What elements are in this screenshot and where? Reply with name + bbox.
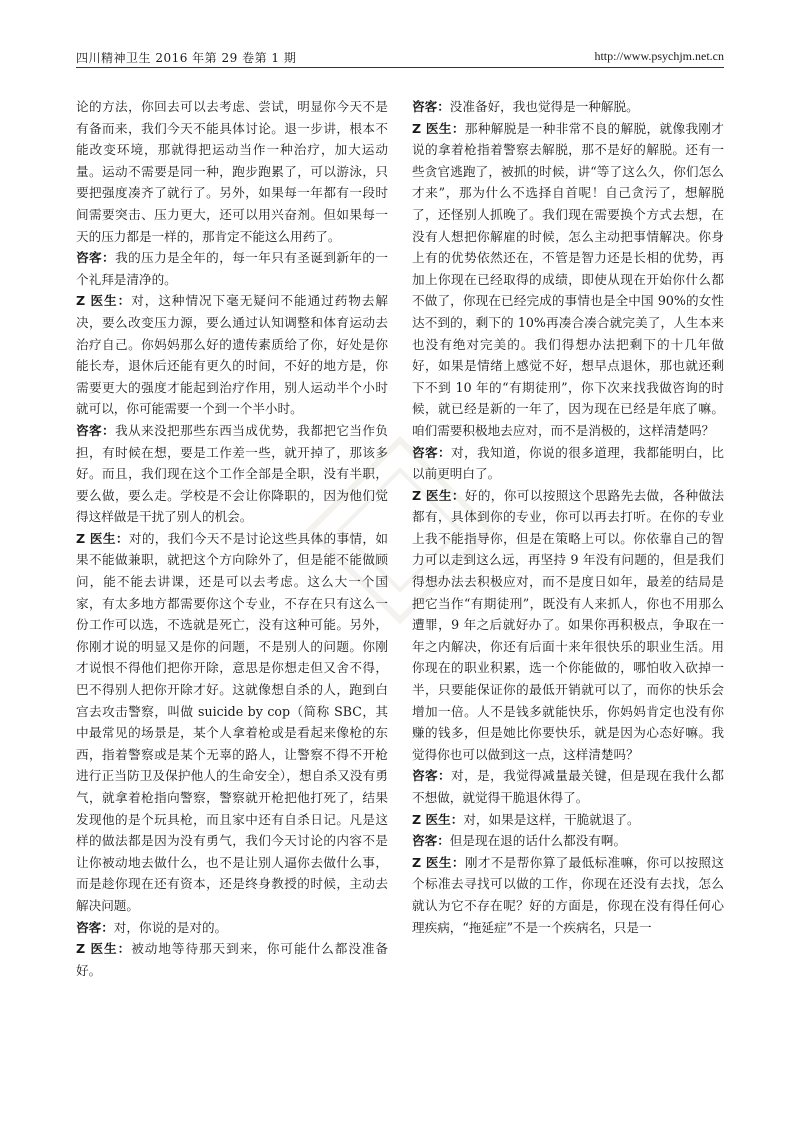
speaker-label: 咨客： [412, 833, 450, 849]
dialogue-paragraph [412, 852, 724, 938]
speaker-label: Z 医生： [412, 854, 465, 870]
dialogue-paragraph [76, 290, 388, 420]
dialogue-paragraph [412, 96, 724, 118]
dialogue-paragraph [412, 765, 724, 808]
paragraph-text: 刚才不是帮你算了最低标准嘛，你可以按照这个标准去寻找可以做的工作，你现在还没有去找，怎么就认为它不存在呢？好的方面是，你现在没有得任何心理疾病，“拖延症”不是一个疾病名，只是一 [412, 854, 724, 935]
dialogue-paragraph [412, 118, 724, 442]
dialogue-paragraph [76, 938, 388, 981]
paragraph-text: 论的方法，你回去可以去考虑、尝试，明显你今天不是有备而来，我们今天不能具体讨论。退一步讲，根本不能改变环境，那就得把运动当作一种治疗，加大运动量。运动不需要是同一种，跑步跑累了，可以游泳，只要把强度凑齐了就行了。另外，如果每一年都有一段时间需要突击、压力更大，还可以用兴奋剂。但如果每一天的压力都是一样的，那肯定不能这么用药了。 [76, 99, 388, 244]
page-header [76, 47, 724, 68]
dialogue-paragraph [76, 420, 388, 528]
speaker-label: 咨客： [76, 422, 116, 438]
dialogue-paragraph [412, 809, 724, 831]
dialogue-paragraph [412, 830, 724, 852]
paragraph-text: 好的，你可以按照这个思路先去做，各种做法都有，具体到你的专业，你可以再去打听。在你的专业上我不能指导你，但是在策略上可以。你依靠自己的智力可以走到这么远，再坚持 9 年没有问题的，但是我们得想办法去积极应对，而不是度日如年，最差的结局是把它当作“有期徒刑”，既没有人来抓人，你也不用那么遭罪，9 年之后就好办了。如果你再积极点，争取在一年之内解决，你还有后面十来年很快乐的职业生活。用你现在的职业积累，选一个你能做的，哪怕收入砍掉一半，只要能保证你的最低开销就可以了，而你的快乐会增加一倍。人不是钱多就能快乐，你妈妈肯定也没有你赚的钱多，但是她比你要快乐，就是因为心态好嘛。我觉得你也可以做到这一点，这样清楚吗？ [412, 487, 724, 762]
paragraph-text: 对，你说的是对的。 [113, 919, 228, 935]
speaker-label: Z 医生： [412, 811, 464, 827]
journal-title: 四川精神卫生 2016 年第 29 卷第 1 期 [76, 51, 297, 65]
speaker-label: Z 医生： [412, 487, 465, 503]
dialogue-paragraph [76, 96, 388, 247]
speaker-label: 咨客： [76, 250, 116, 266]
paragraph-text: 没准备好，我也觉得是一种解脱。 [449, 99, 639, 114]
dialogue-paragraph [412, 442, 724, 485]
speaker-label: 咨客： [76, 919, 114, 935]
speaker-label: 咨客： [412, 768, 452, 784]
journal-url: http://www.psychjm.net.cn [594, 49, 724, 63]
paragraph-text: 我从来没把那些东西当成优势，我都把它当作负担，有时候在想，要是工作差一些，就开掉了，那该多好。而且，我们现在这个工作全部是全职，没有半职，要么做，要么走。学校是不会让你降职的，因为他们觉得这样做是干扰了别人的机会。 [76, 422, 389, 525]
speaker-label: Z 医生： [412, 120, 465, 136]
right-column [412, 96, 724, 938]
speaker-label: Z 医生： [76, 530, 129, 546]
speaker-label: 咨客： [412, 99, 450, 114]
left-column [76, 96, 388, 981]
dialogue-paragraph [76, 528, 388, 917]
paragraph-text: 对，我知道，你说的很多道理，我都能明白，比以前更明白了。 [412, 444, 725, 482]
paragraph-text: 但是现在退的话什么都没有啊。 [449, 833, 627, 849]
dialogue-paragraph [76, 917, 388, 939]
paragraph-text: 对，这种情况下毫无疑问不能通过药物去解决，要么改变压力源，要么通过认知调整和体育运动去治疗自己。你妈妈那么好的遗传素质给了你，好处是你能长寿，退休后还能有更久的时间，不好的地方是，你需要更大的强度才能起到治疗作用，别人运动半个小时就可以，你可能需要一个到一个半小时。 [76, 293, 388, 417]
dialogue-paragraph [412, 485, 724, 766]
paragraph-text: 对的，我们今天不是讨论这些具体的事情，如果不能做兼职，就把这个方向除外了，但是能不能做顾问，能不能去讲课，还是可以去考虑。这么大一个国家，有太多地方都需要你这个专业，不存在只有这么一份工作可以选，不选就是死亡，没有这种可能。另外，你刚才说的明显又是你的问题，不是别人的问题。你刚才说恨不得他们把你开除，意思是你想走但又舍不得，巴不得别人把你开除才好。这就像想自杀的人，跑到白宫去攻击警察，叫做 suicide by cop（简称 SBC，其中最常见的场景是，某个人拿着枪或是看起来像枪的东西，指着警察或是某个无辜的路人，让警察不得不开枪进行正当防卫及保护他人的生命安全），想自杀又没有勇气，就拿着枪指向警察，警察就开枪把他打死了，结果发现他的是个玩具枪，而且家中还有自杀日记。凡是这样的做法都是因为没有勇气，我们今天讨论的内容不是让你被动地去做什么，也不是让别人逼你去做什么事，而是趁你现在还有资本，还是终身教授的时候，主动去解决问题。 [76, 530, 388, 913]
speaker-label: Z 医生： [76, 941, 132, 957]
paragraph-text: 对，是，我觉得减量最关键，但是现在我什么都不想做，就觉得干脆退休得了。 [412, 768, 725, 805]
paragraph-text: 对，如果是这样，干脆就退了。 [463, 811, 640, 827]
dialogue-paragraph [76, 247, 388, 290]
paragraph-text: 被动地等待那天到来，你可能什么都没准备好。 [76, 941, 388, 978]
speaker-label: Z 医生： [76, 293, 132, 309]
speaker-label: 咨客： [412, 444, 452, 460]
paragraph-text: 那种解脱是一种非常不良的解脱，就像我刚才说的拿着枪指着警察去解脱，那不是好的解脱。还有一些贪官逃跑了，被抓的时候，讲“等了这么久，你们怎么才来”，那为什么不选择自首呢！自己贪污了，想解脱了，还怪别人抓晚了。我们现在需要换个方式去想，在没有人想把你解雇的时候，怎么主动把事情解决。你身上有的优势依然还在，不管是智力还是长相的优势，再加上你现在已经取得的成绩，即使从现在开始你什么都不做了，你现在已经完成的事情也是全中国 90%的女性达不到的，剩下的 10%再凑合凑合就完美了，人生本来也没有绝对完美的。我们得想办法把剩下的十几年做好，如果是情绪上感觉不好，想早点退休，那也就还剩下不到 10 年的“有期徒刑”，你下次来找我做咨询的时候，就已经是新的一年了，因为现在已经是年底了嘛。咱们需要积极地去应对，而不是消极的，这样清楚吗？ [412, 120, 724, 438]
paragraph-text: 我的压力是全年的，每一年只有圣诞到新年的一个礼拜是清净的。 [76, 250, 389, 287]
